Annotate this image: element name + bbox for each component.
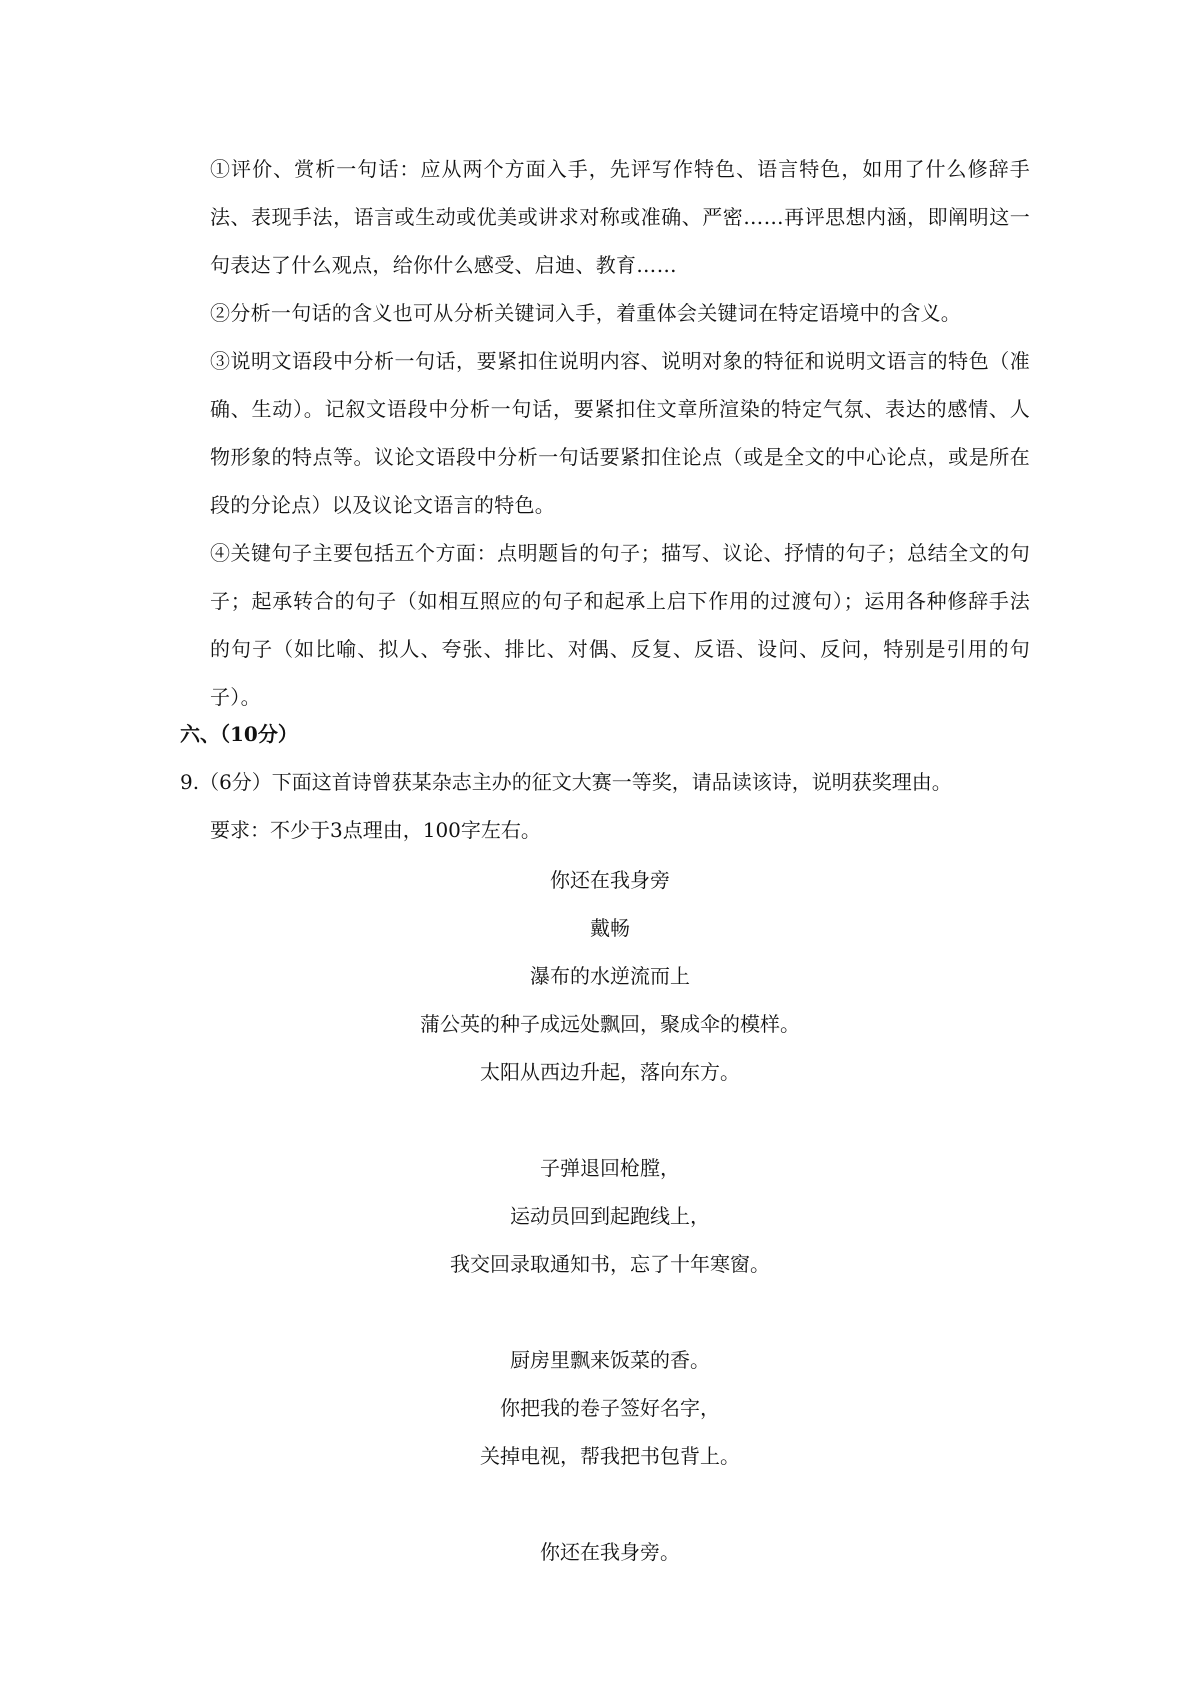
poem-line: 我交回录取通知书，忘了十年寒窗。 [450,1252,770,1276]
tip-1: ①评价、赏析一句话：应从两个方面入手，先评写作特色、语言特色，如用了什么修辞手法、表现手法，语言或生动或优美或讲求对称或准确、严密……再评思想内涵，即阐明这一句表达了什么观点，给你什么感受、启迪、教育…… [210,157,1030,277]
poem-line: 厨房里飘来饭菜的香。 [510,1348,710,1372]
poem-closing-line: 你还在我身旁。 [540,1540,680,1564]
stanza-gap [180,1096,1040,1144]
tip-2: ②分析一句话的含义也可从分析关键词入手，着重体会关键词在特定语境中的含义。 [210,301,962,325]
question-requirement: 要求：不少于3点理由，100字左右。 [210,818,541,842]
poem-line: 关掉电视，帮我把书包背上。 [480,1444,740,1468]
poem-line: 蒲公英的种子成远处飘回，聚成伞的模样。 [420,1012,800,1036]
section-heading: 六、（10分） [180,722,298,746]
poem-line: 子弹退回枪膛， [540,1156,680,1180]
stanza-gap [180,1288,1040,1336]
poem-line: 运动员回到起跑线上， [510,1204,710,1228]
poem-title: 你还在我身旁 [550,868,670,892]
poem-line: 太阳从西边升起，落向东方。 [480,1060,740,1084]
analysis-tips [210,145,1030,721]
poem [180,856,1040,1576]
question-prompt: 9.（6分）下面这首诗曾获某杂志主办的征文大赛一等奖，请品读该诗，说明获奖理由。 [180,770,952,794]
poem-line: 你把我的卷子签好名字， [500,1396,720,1420]
tip-4: ④关键句子主要包括五个方面：点明题旨的句子；描写、议论、抒情的句子；总结全文的句子；起承转合的句子（如相互照应的句子和起承上启下作用的过渡句）；运用各种修辞手法的句子（如比喻、拟人、夸张、排比、对偶、反复、反语、设问、反问，特别是引用的句子）。 [210,541,1030,709]
poem-author: 戴畅 [590,916,630,940]
poem-line: 瀑布的水逆流而上 [530,964,690,988]
tip-3: ③说明文语段中分析一句话，要紧扣住说明内容、说明对象的特征和说明文语言的特色（准确、生动）。记叙文语段中分析一句话，要紧扣住文章所渲染的特定气氛、表达的感情、人物形象的特点等。议论文语段中分析一句话要紧扣住论点（或是全文的中心论点，或是所在段的分论点）以及议论文语言的特色。 [210,349,1030,517]
stanza-gap [180,1480,1040,1528]
